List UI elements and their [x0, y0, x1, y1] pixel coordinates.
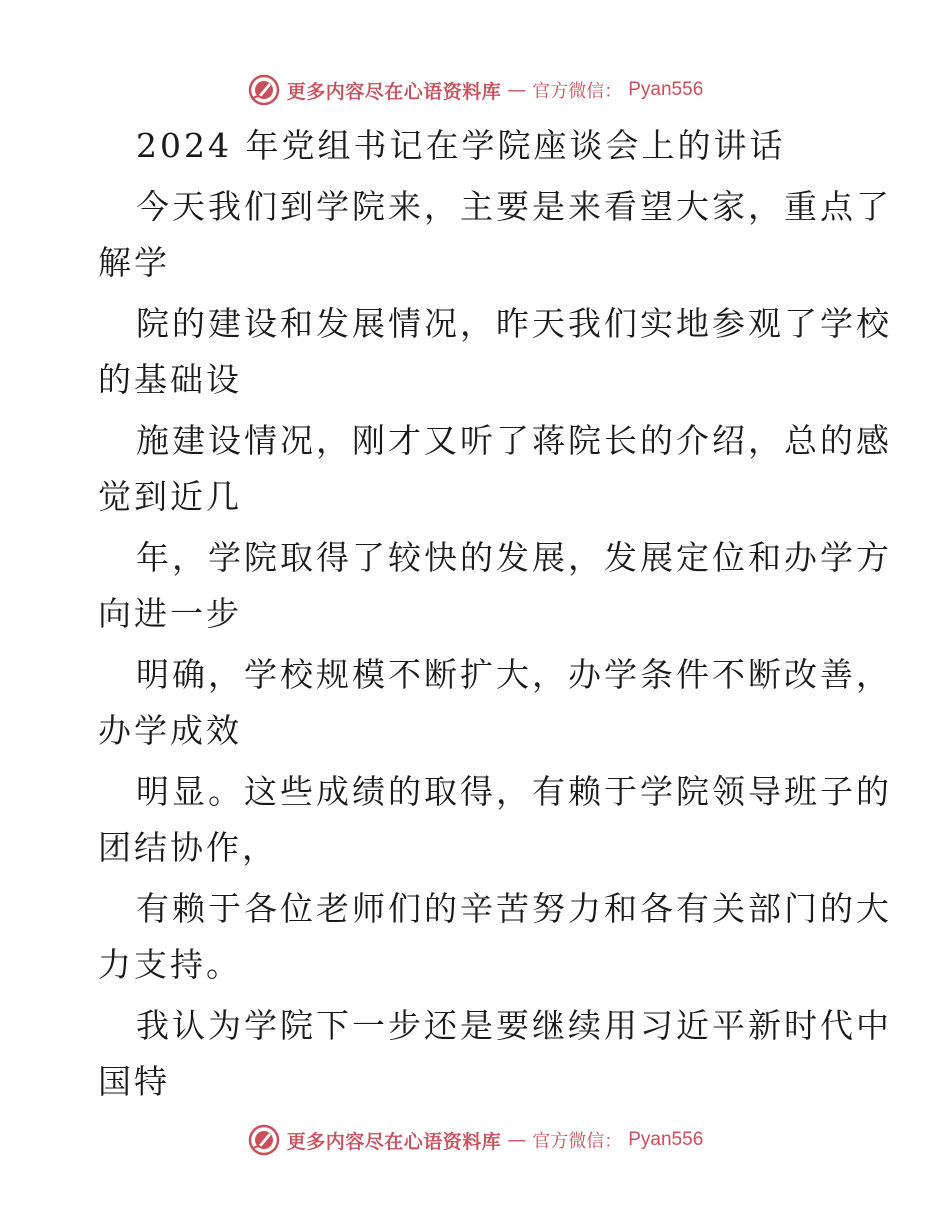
- paragraph-line: 院的建设和发展情况，昨天我们实地参观了学校: [136, 304, 892, 343]
- paragraph-line: 向进一步: [98, 594, 242, 633]
- watermark-main-text: 更多内容尽在心语资料库: [286, 80, 502, 103]
- paragraph-line: 今天我们到学院来，主要是来看望大家，重点了: [136, 187, 892, 226]
- pen-logo-icon: [247, 1123, 281, 1157]
- paragraph-line: 力支持。: [98, 945, 242, 984]
- watermark-main-text: 更多内容尽在心语资料库: [286, 1130, 502, 1153]
- watermark-footer: [0, 1120, 950, 1160]
- pen-logo-icon: [247, 73, 281, 107]
- paragraph-line: 明显。这些成绩的取得，有赖于学院领导班子的: [136, 772, 892, 811]
- watermark-subtext: 官方微信：: [532, 1131, 623, 1152]
- paragraph-line: 施建设情况，刚才又听了蒋院长的介绍，总的感: [136, 421, 892, 460]
- watermark: [247, 73, 704, 107]
- watermark: [247, 1123, 704, 1157]
- watermark-separator: —: [507, 1129, 527, 1151]
- watermark-id: Pyan556: [628, 1129, 704, 1150]
- paragraph-line: 的基础设: [98, 360, 242, 399]
- paragraph-line: 团结协作，: [98, 828, 278, 867]
- paragraph-line: 明确，学校规模不断扩大，办学条件不断改善，: [136, 655, 892, 694]
- paragraph-line: 我认为学院下一步还是要继续用习近平新时代中: [136, 1006, 892, 1045]
- paragraph-line: 有赖于各位老师们的辛苦努力和各有关部门的大: [136, 889, 892, 928]
- paragraph-line: 年，学院取得了较快的发展，发展定位和办学方: [136, 538, 892, 577]
- watermark-id: Pyan556: [628, 79, 704, 100]
- document-title: 2024 年党组书记在学院座谈会上的讲话: [136, 126, 786, 165]
- watermark-header: [0, 70, 950, 110]
- paragraph-line: 国特: [98, 1062, 170, 1101]
- paragraph-line: 办学成效: [98, 711, 242, 750]
- watermark-subtext: 官方微信：: [532, 81, 623, 102]
- watermark-separator: —: [507, 79, 527, 101]
- paragraph-line: 觉到近几: [98, 477, 242, 516]
- paragraph-line: 解学: [98, 243, 170, 282]
